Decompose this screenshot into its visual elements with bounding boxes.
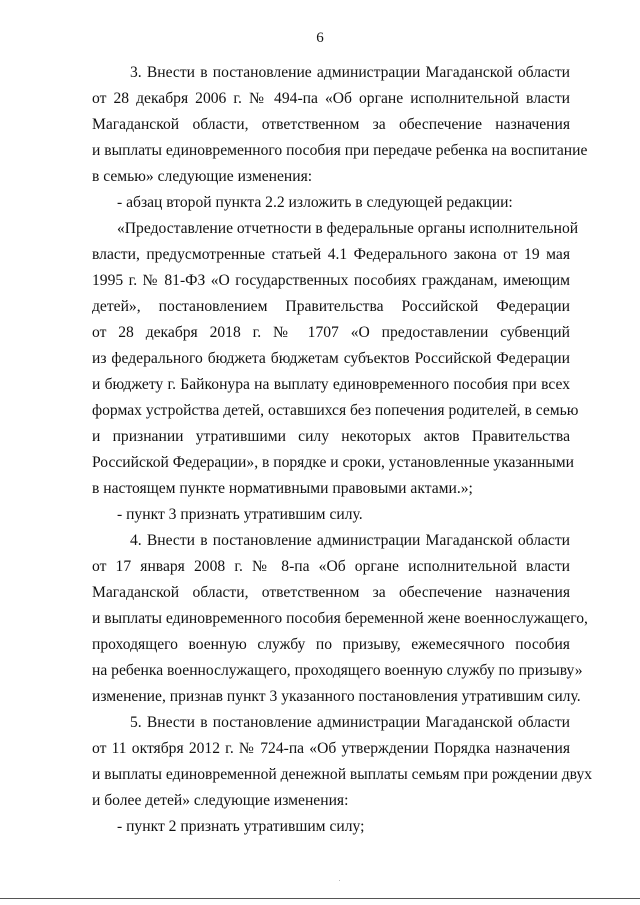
scan-speck xyxy=(339,880,340,881)
quoted-text-line: Российской Федерации», в порядке и сроки, установленные указанными xyxy=(92,454,574,471)
quoted-text-line: и бюджету г. Байконура на выплату единовременного пособия при всех xyxy=(92,376,570,393)
amendment-item: - пункт 2 признать утратившим силу; xyxy=(117,818,365,835)
paragraph-3-line: от 28 декабря 2006 г. № 494-па «Об органе исполнительной власти xyxy=(92,90,570,107)
quoted-text-line: и признании утратившими силу некоторых актов Правительства xyxy=(92,428,570,445)
paragraph-3-line: и выплаты единовременного пособия при передаче ребенка на воспитание xyxy=(92,142,588,159)
page-number: 6 xyxy=(316,30,324,46)
paragraph-4-line: на ребенка военнослужащего, проходящего военную службу по призыву» xyxy=(92,662,583,679)
quoted-text-line: формах устройства детей, оставшихся без попечения родителей, в семью xyxy=(92,402,579,419)
paragraph-5-line: и выплаты единовременной денежной выплаты семьям при рождении двух xyxy=(92,766,593,783)
paragraph-5-line: и более детей» следующие изменения: xyxy=(92,792,349,809)
paragraph-4-line: изменение, признав пункт 3 указанного постановления утратившим силу. xyxy=(92,688,581,705)
quoted-text-line: детей», постановлением Правительства Российской Федерации xyxy=(92,298,570,315)
paragraph-5-line: 5. Внести в постановление администрации Магаданской области xyxy=(130,714,570,731)
paragraph-4-line: проходящего военную службу по призыву, ежемесячного пособия xyxy=(92,636,570,653)
paragraph-3-line: в семью» следующие изменения: xyxy=(92,168,313,185)
quoted-text-line: власти, предусмотренные статьей 4.1 Федерального закона от 19 мая xyxy=(92,246,570,263)
paragraph-4-line: Магаданской области, ответственном за обеспечение назначения xyxy=(92,584,570,601)
paragraph-4-line: и выплаты единовременного пособия беременной жене военнослужащего, xyxy=(92,610,588,627)
amendment-item: - пункт 3 признать утратившим силу. xyxy=(117,506,363,523)
quoted-text-line: «Предоставление отчетности в федеральные органы исполнительной xyxy=(117,220,579,237)
paragraph-3-line: 3. Внести в постановление администрации Магаданской области xyxy=(130,64,570,81)
page-bottom-edge xyxy=(0,898,640,899)
paragraph-4-line: 4. Внести в постановление администрации Магаданской области xyxy=(130,532,570,549)
paragraph-4-line: от 17 января 2008 г. № 8-па «Об органе исполнительной власти xyxy=(92,558,570,575)
quoted-text-line: от 28 декабря 2018 г. № 1707 «О предоставлении субвенций xyxy=(92,324,570,341)
amendment-item: - абзац второй пункта 2.2 изложить в следующей редакции: xyxy=(117,194,513,211)
quoted-text-line: 1995 г. № 81-ФЗ «О государственных пособиях гражданам, имеющим xyxy=(92,272,570,289)
quoted-text-line: в настоящем пункте нормативными правовыми актами.»; xyxy=(92,480,473,497)
paragraph-5-line: от 11 октября 2012 г. № 724-па «Об утверждении Порядка назначения xyxy=(92,740,570,757)
quoted-text-line: из федерального бюджета бюджетам субъектов Российской Федерации xyxy=(92,350,570,367)
paragraph-3-line: Магаданской области, ответственном за обеспечение назначения xyxy=(92,116,570,133)
